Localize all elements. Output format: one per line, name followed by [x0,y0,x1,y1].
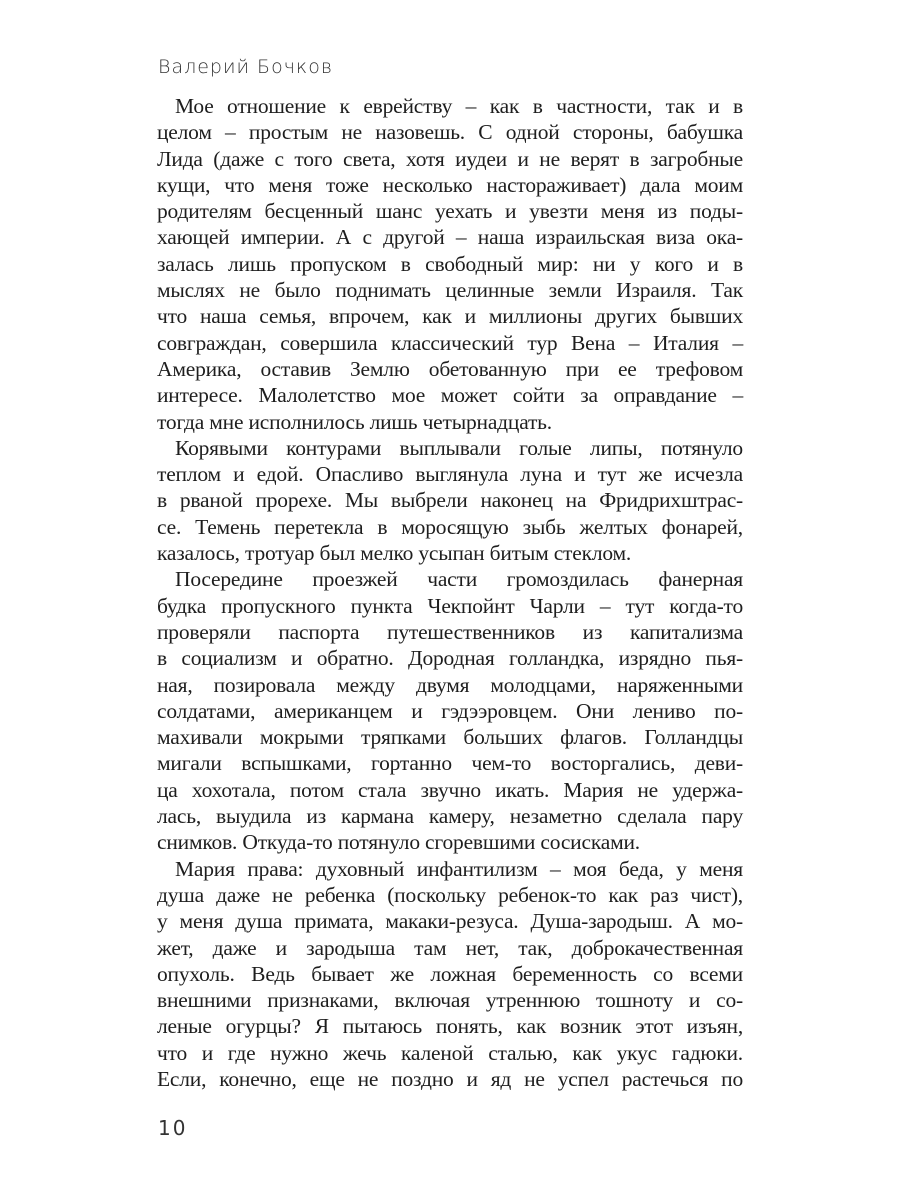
text-line: будка пропускного пункта Чекпойнт Чарли – тут когда-то [157,593,743,618]
text-line: мигали вспышками, гортанно чем-то восторгались, деви- [157,751,743,776]
text-line: махивали мокрыми тряпками больших флагов. Голландцы [157,725,743,750]
text-line: се. Темень перетекла в моросящую зыбь желтых фонарей, [157,514,743,539]
text-line: казалось, тротуар был мелко усыпан битым стеклом. [157,541,632,566]
text-line: внешними признаками, включая утреннюю тошноту и со- [157,988,743,1013]
text-line: солдатами, американцем и гэдээровцем. Они лениво по- [157,698,743,723]
text-line: Америка, оставив Землю обетованную при ее трефовом [157,356,743,381]
body-text [157,93,743,1092]
text-line: в рваной прорехе. Мы выбрели наконец на Фридрихштрас- [157,488,743,513]
text-line: кущи, что меня тоже несколько настораживает) дала моим [157,172,743,197]
paragraph [157,566,743,855]
text-line: хающей империи. А с другой – наша израильская виза ока- [157,225,743,250]
text-line: Если, конечно, еще не поздно и яд не успел растечься по [157,1066,743,1091]
text-line: Мое отношение к еврейству – как в частности, так и в [175,94,743,118]
text-line: залась лишь пропуском в свободный мир: ни у кого и в [157,251,743,276]
text-line: интересе. Малолетство мое может сойти за оправдание – [157,383,743,408]
text-line: целом – простым не назовешь. С одной стороны, бабушка [157,120,743,145]
text-line: что наша семья, впрочем, как и миллионы других бывших [157,304,743,329]
text-line: Мария права: духовный инфантилизм – моя беда, у меня [175,856,743,881]
text-line: жет, даже и зародыша там нет, так, доброкачественная [157,935,743,960]
text-line: у меня душа примата, макаки-резуса. Душа-зародыш. А мо- [157,909,743,934]
text-line: ца хохотала, потом стала звучно икать. Мария не удержа- [157,777,743,802]
text-line: снимков. Откуда-то потянуло сгоревшими сосисками. [157,830,640,855]
text-line: Корявыми контурами выплывали голые липы, потянуло [175,435,743,460]
text-line: проверяли паспорта путешественников из капитализма [157,619,743,644]
text-line: лась, выудила из кармана камеру, незаметно сделала пару [157,804,743,829]
text-line: душа даже не ребенка (поскольку ребенок-то как раз чист), [157,882,743,907]
paragraph [157,435,743,566]
text-line: теплом и едой. Опасливо выглянула луна и тут же исчезла [157,462,743,487]
text-line: мыслях не было поднимать целинные земли Израиля. Так [157,278,743,303]
page-number: 10 [158,1116,188,1140]
text-line: родителям бесценный шанс уехать и увезти меня из поды- [157,199,743,224]
text-line: опухоль. Ведь бывает же ложная беременность со всеми [157,961,743,986]
text-line: ная, позировала между двумя молодцами, наряженными [157,672,743,697]
paragraph [157,856,743,1093]
text-line: совграждан, совершила классический тур Вена – Италия – [157,330,743,355]
text-line: в социализм и обратно. Дородная голландка, изрядно пья- [157,646,743,671]
text-line: тогда мне исполнилось лишь четырнадцать. [157,409,552,434]
text-line: что и где нужно жечь каленой сталью, как укус гадюки. [157,1040,743,1065]
running-header-author: Валерий Бочков [158,56,333,78]
text-line: леные огурцы? Я пытаюсь понять, как возник этот изъян, [157,1014,743,1039]
text-line: Лида (даже с того света, хотя иудеи и не верят в загробные [157,146,743,171]
paragraph [157,93,743,435]
text-line: Посередине проезжей части громоздилась фанерная [175,567,743,592]
